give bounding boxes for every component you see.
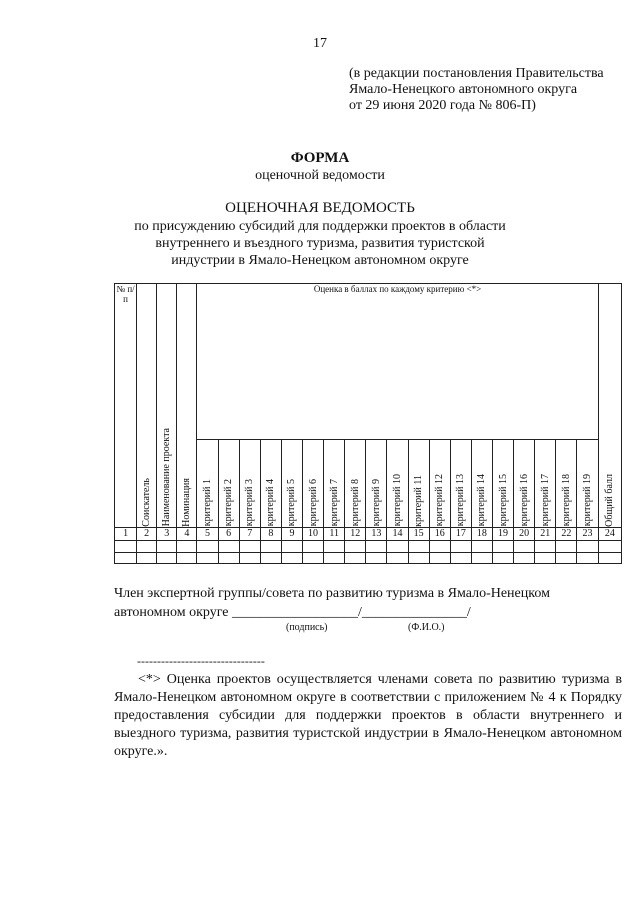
header-applicant <box>137 284 157 528</box>
column-number: 23 <box>577 527 598 540</box>
column-number: 12 <box>345 527 366 540</box>
header-pp: № п/п <box>115 284 137 528</box>
criterion-label: критерий 7 <box>328 479 340 527</box>
criterion-header <box>535 439 556 527</box>
column-number-row <box>115 527 622 540</box>
footnote: <*> Оценка проектов осуществляется членами совета по развитию туризма в Ямало-Ненецком автономном округе в соответствии с приложением № 4 к Порядку предоставления субсидии для поддержки проектов в области внутреннего и выездного туризма, развития туристской индустрии в Ямало-Ненецком автономном округе.». <box>114 672 622 759</box>
signature-line: автономном округе __________________/_______________/ <box>114 605 471 620</box>
criterion-header <box>366 439 387 527</box>
assessment-table <box>114 283 622 564</box>
document-title: ОЦЕНОЧНАЯ ВЕДОМОСТЬ <box>225 200 415 216</box>
criterion-label: критерий 16 <box>518 474 530 527</box>
column-number: 22 <box>556 527 577 540</box>
document-subtitle-line-3: индустрии в Ямало-Ненецком автономном округе <box>171 253 469 268</box>
criterion-header <box>239 439 260 527</box>
column-number: 11 <box>324 527 345 540</box>
document-subtitle-line-2: внутреннего и въездного туризма, развития туристской <box>155 236 485 251</box>
criterion-label: критерий 6 <box>307 479 319 527</box>
column-number: 24 <box>598 527 621 540</box>
column-number: 5 <box>197 527 218 540</box>
criterion-header <box>514 439 535 527</box>
criterion-label: критерий 5 <box>286 479 298 527</box>
criterion-label: критерий 12 <box>434 474 446 527</box>
column-number: 4 <box>177 527 197 540</box>
criterion-label: критерий 10 <box>391 474 403 527</box>
header-project <box>157 284 177 528</box>
signature-caption: (подпись) <box>286 622 328 633</box>
header-nomination <box>177 284 197 528</box>
criterion-header <box>218 439 239 527</box>
criterion-header <box>303 439 324 527</box>
document-subtitle <box>130 218 510 269</box>
header-project-label: Наименование проекта <box>161 428 173 527</box>
criterion-header <box>281 439 302 527</box>
criterion-label: критерий 2 <box>223 479 235 527</box>
criterion-label: критерий 8 <box>349 479 361 527</box>
page-number: 17 <box>313 36 327 51</box>
column-number: 3 <box>157 527 177 540</box>
header-total-label: Общий балл <box>604 473 616 527</box>
document-subtitle-line-1: по присуждению субсидий для поддержки проектов в области <box>134 219 506 234</box>
form-subtitle: оценочной ведомости <box>255 168 385 183</box>
name-caption: (Ф.И.О.) <box>408 622 445 633</box>
criterion-label: критерий 1 <box>202 479 213 527</box>
column-number: 7 <box>239 527 260 540</box>
redaction-note <box>349 66 604 114</box>
table-row-empty <box>115 552 622 563</box>
criterion-header <box>324 439 345 527</box>
criterion-header <box>429 439 450 527</box>
column-number: 18 <box>471 527 492 540</box>
criterion-label: критерий 13 <box>455 474 467 527</box>
column-number: 10 <box>303 527 324 540</box>
column-number: 17 <box>450 527 471 540</box>
redaction-line-1: (в редакции постановления Правительства <box>349 66 604 81</box>
column-number: 21 <box>535 527 556 540</box>
criterion-label: критерий 17 <box>539 474 551 527</box>
redaction-line-3: от 29 июня 2020 года № 806-П) <box>349 98 536 113</box>
column-number: 2 <box>137 527 157 540</box>
column-number: 20 <box>514 527 535 540</box>
column-number: 16 <box>429 527 450 540</box>
criterion-label: критерий 4 <box>265 479 277 527</box>
criterion-header <box>260 439 281 527</box>
column-number: 6 <box>218 527 239 540</box>
column-number: 9 <box>281 527 302 540</box>
header-score-group: Оценка в баллах по каждому критерию <*> <box>197 284 598 440</box>
criterion-header <box>492 439 513 527</box>
criterion-header <box>577 439 598 527</box>
table-row-empty <box>115 541 622 552</box>
criterion-label: критерий 18 <box>560 474 572 527</box>
criterion-header <box>345 439 366 527</box>
column-number: 14 <box>387 527 408 540</box>
member-statement: Член экспертной группы/совета по развитию туризма в Ямало-Ненецком <box>114 586 550 601</box>
criterion-label: критерий 19 <box>582 474 594 527</box>
criterion-header <box>387 439 408 527</box>
criterion-header <box>408 439 429 527</box>
footnote-separator: -------------------------------- <box>137 654 265 668</box>
form-title: ФОРМА <box>290 150 350 166</box>
criterion-label: критерий 3 <box>244 479 256 527</box>
criterion-header <box>450 439 471 527</box>
header-total <box>598 284 621 528</box>
criterion-header <box>556 439 577 527</box>
column-number: 15 <box>408 527 429 540</box>
column-number: 8 <box>260 527 281 540</box>
header-nomination-label: Номинация <box>181 477 193 527</box>
criterion-label: критерий 14 <box>476 474 488 527</box>
criterion-header <box>471 439 492 527</box>
criterion-label: критерий 11 <box>413 474 425 527</box>
header-applicant-label: Соискатель <box>141 477 153 527</box>
redaction-line-2: Ямало-Ненецкого автономного округа <box>349 82 578 97</box>
column-number: 19 <box>492 527 513 540</box>
column-number: 1 <box>115 527 137 540</box>
criterion-label: критерий 9 <box>370 479 382 527</box>
column-number: 13 <box>366 527 387 540</box>
criterion-label: критерий 15 <box>497 474 509 527</box>
criterion-header <box>197 439 218 527</box>
